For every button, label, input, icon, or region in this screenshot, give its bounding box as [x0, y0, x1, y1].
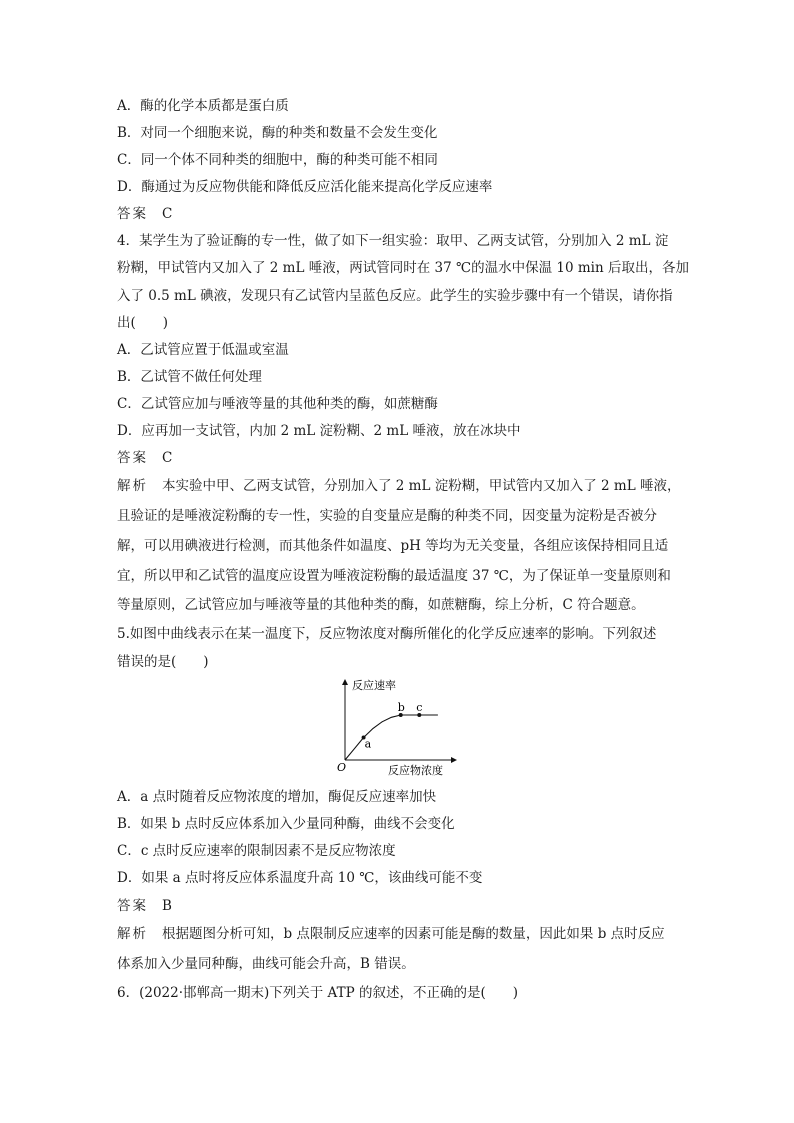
analysis-label: 解析: [117, 926, 148, 942]
q3-option-a: A．酶的化学本质都是蛋白质: [117, 98, 289, 114]
q5-stem-line-1: 5.如图中曲线表示在某一温度下，反应物浓度对酶所催化的化学反应速率的影响。下列叙述: [117, 626, 657, 642]
q5-option-c: C．c 点时反应速率的限制因素不是反应物浓度: [117, 843, 396, 859]
q5-option-d: D．如果 a 点时将反应体系温度升高 10 ℃，该曲线可能不变: [117, 870, 483, 886]
analysis-text: 本实验中甲、乙两支试管，分别加入了 2 mL 淀粉糊，甲试管内又加入了 2 mL 唾液，: [162, 478, 681, 494]
q4-analysis-line-3: 解，可以用碘液进行检测，而其他条件如温度、pH 等均为无关变量，各组应该保持相同且适: [117, 538, 669, 554]
answer-label: 答案: [117, 206, 148, 222]
y-axis-label: 反应速率: [352, 679, 396, 692]
q4-option-b: B．乙试管不做任何处理: [117, 369, 262, 385]
q5-option-b: B．如果 b 点时反应体系加入少量同种酶，曲线不会变化: [117, 816, 455, 832]
q5-analysis-line-1: [117, 925, 665, 943]
q4-stem-line-3: 入了 0.5 mL 碘液，发现只有乙试管内呈蓝色反应。此学生的实验步骤中有一个错误，请你指: [117, 288, 673, 304]
q4-stem-line-1: 4．某学生为了验证酶的专一性，做了如下一组实验：取甲、乙两支试管，分别加入 2 mL 淀: [117, 233, 669, 249]
point-label-a: a: [364, 737, 372, 751]
answer-value: B: [162, 898, 172, 914]
q4-option-d: D．应再加一支试管，内加 2 mL 淀粉糊、2 mL 唾液，放在冰块中: [117, 423, 521, 439]
answer-label: 答案: [117, 450, 148, 466]
analysis-text: 根据题图分析可知，b 点限制反应速率的因素可能是酶的数量，因此如果 b 点时反应: [162, 926, 665, 942]
q3-option-b: B．对同一个细胞来说，酶的种类和数量不会发生变化: [117, 125, 438, 141]
q4-answer: [117, 449, 172, 467]
rate-curve: [345, 715, 438, 760]
point-label-c: c: [416, 701, 423, 714]
reaction-rate-chart: [330, 676, 460, 778]
x-axis-label: 反应物浓度: [388, 764, 443, 777]
q4-analysis-line-4: 宜，所以甲和乙试管的温度应设置为唾液淀粉酶的最适温度 37 ℃，为了保证单一变量原则和: [117, 568, 671, 584]
q4-stem-line-4: 出( ): [117, 315, 169, 331]
q3-option-c: C．同一个体不同种类的细胞中，酶的种类可能不相同: [117, 152, 438, 168]
q4-analysis-line-1: [117, 477, 680, 495]
q3-answer: [117, 205, 172, 223]
origin-label: O: [337, 761, 347, 774]
q6-stem: 6．(2022·邯郸高一期末)下列关于 ATP 的叙述，不正确的是( ): [117, 985, 518, 1001]
q4-option-c: C．乙试管应加与唾液等量的其他种类的酶，如蔗糖酶: [117, 396, 438, 412]
q4-stem-line-2: 粉糊，甲试管内又加入了 2 mL 唾液，两试管同时在 37 ℃的温水中保温 10 min 后取出，各加: [117, 260, 689, 276]
q5-analysis-line-2: 体系加入少量同种酶，曲线可能会升高，B 错误。: [117, 956, 415, 972]
q3-option-d: D．酶通过为反应物供能和降低反应活化能来提高化学反应速率: [117, 179, 493, 195]
answer-label: 答案: [117, 898, 148, 914]
point-label-b: b: [397, 701, 405, 714]
q5-option-a: A．a 点时随着反应物浓度的增加，酶促反应速率加快: [117, 789, 437, 805]
answer-value: C: [162, 206, 173, 222]
q5-answer: [117, 897, 172, 915]
analysis-label: 解析: [117, 478, 148, 494]
q5-stem-line-2: 错误的是( ): [117, 654, 209, 670]
q4-option-a: A．乙试管应置于低温或室温: [117, 342, 289, 358]
answer-value: C: [162, 450, 173, 466]
q4-analysis-line-2: 且验证的是唾液淀粉酶的专一性，实验的自变量应是酶的种类不同，因变量为淀粉是否被分: [117, 508, 657, 524]
q4-analysis-line-5: 等量原则，乙试管应加与唾液等量的其他种类的酶，如蔗糖酶，综上分析，C 符合题意。: [117, 597, 645, 613]
